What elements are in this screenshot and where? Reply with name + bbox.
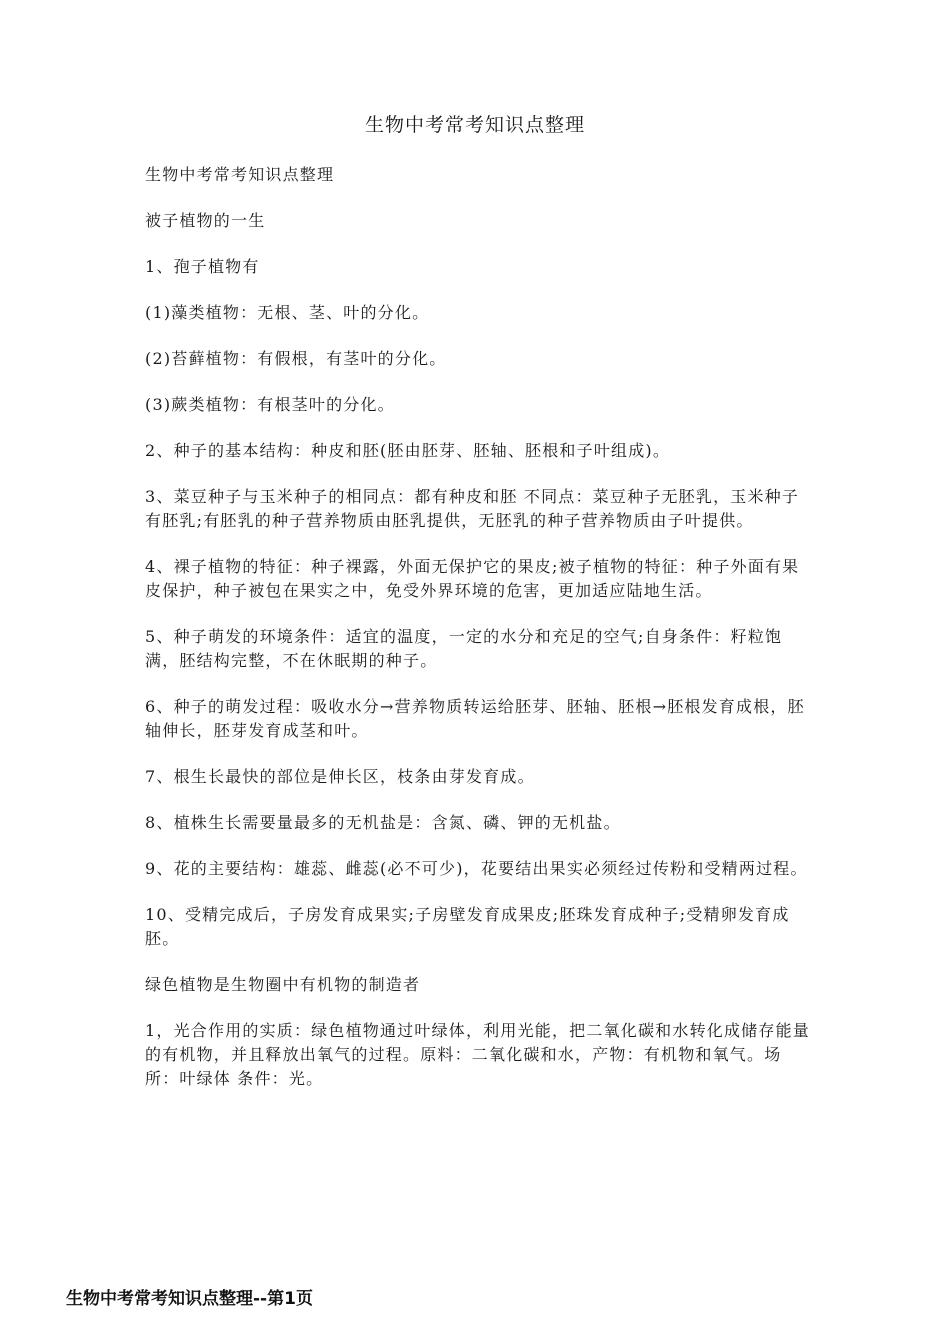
section-heading: 被子植物的一生 — [145, 211, 266, 230]
paragraph: 7、根生长最快的部位是伸长区，枝条由芽发育成。 — [145, 767, 535, 786]
paragraph: 8、植株生长需要量最多的无机盐是：含氮、磷、钾的无机盐。 — [145, 813, 621, 832]
paragraph: 1，光合作用的实质：绿色植物通过叶绿体，利用光能，把二氧化碳和水转化成储存能量的有机物，并且释放出氧气的过程。原料：二氧化碳和水，产物：有机物和氧气。场所：叶绿体 条件：光。 — [145, 1021, 810, 1088]
paragraph: (1)藻类植物：无根、茎、叶的分化。 — [145, 303, 430, 322]
paragraph-subtitle: 生物中考常考知识点整理 — [145, 165, 335, 184]
paragraph: 6、种子的萌发过程：吸收水分→营养物质转运给胚芽、胚轴、胚根→胚根发育成根，胚轴伸长，胚芽发育成茎和叶。 — [145, 697, 805, 740]
document-body — [145, 163, 810, 1113]
paragraph: 5、种子萌发的环境条件：适宜的温度，一定的水分和充足的空气;自身条件：籽粒饱满，胚结构完整，不在休眠期的种子。 — [145, 627, 783, 670]
section-heading: 绿色植物是生物圈中有机物的制造者 — [145, 975, 421, 994]
paragraph: (3)蕨类植物：有根茎叶的分化。 — [145, 395, 395, 414]
document-title: 生物中考常考知识点整理 — [364, 114, 585, 136]
paragraph: 10、受精完成后，子房发育成果实;子房壁发育成果皮;胚珠发育成种子;受精卵发育成胚。 — [145, 905, 790, 948]
paragraph: 9、花的主要结构：雄蕊、雌蕊(必不可少)，花要结出果实必须经过传粉和受精两过程。 — [145, 859, 808, 878]
paragraph: 3、菜豆种子与玉米种子的相同点：都有种皮和胚 不同点：菜豆种子无胚乳，玉米种子有胚乳;有胚乳的种子营养物质由胚乳提供，无胚乳的种子营养物质由子叶提供。 — [145, 487, 800, 530]
paragraph: 4、裸子植物的特征：种子裸露，外面无保护它的果皮;被子植物的特征：种子外面有果皮保护，种子被包在果实之中，免受外界环境的危害，更加适应陆地生活。 — [145, 557, 800, 600]
paragraph: 1、孢子植物有 — [145, 257, 260, 276]
paragraph: 2、种子的基本结构：种皮和胚(胚由胚芽、胚轴、胚根和子叶组成)。 — [145, 441, 671, 460]
paragraph: (2)苔藓植物：有假根，有茎叶的分化。 — [145, 349, 447, 368]
page-footer: 生物中考常考知识点整理--第1页 — [66, 1289, 313, 1309]
